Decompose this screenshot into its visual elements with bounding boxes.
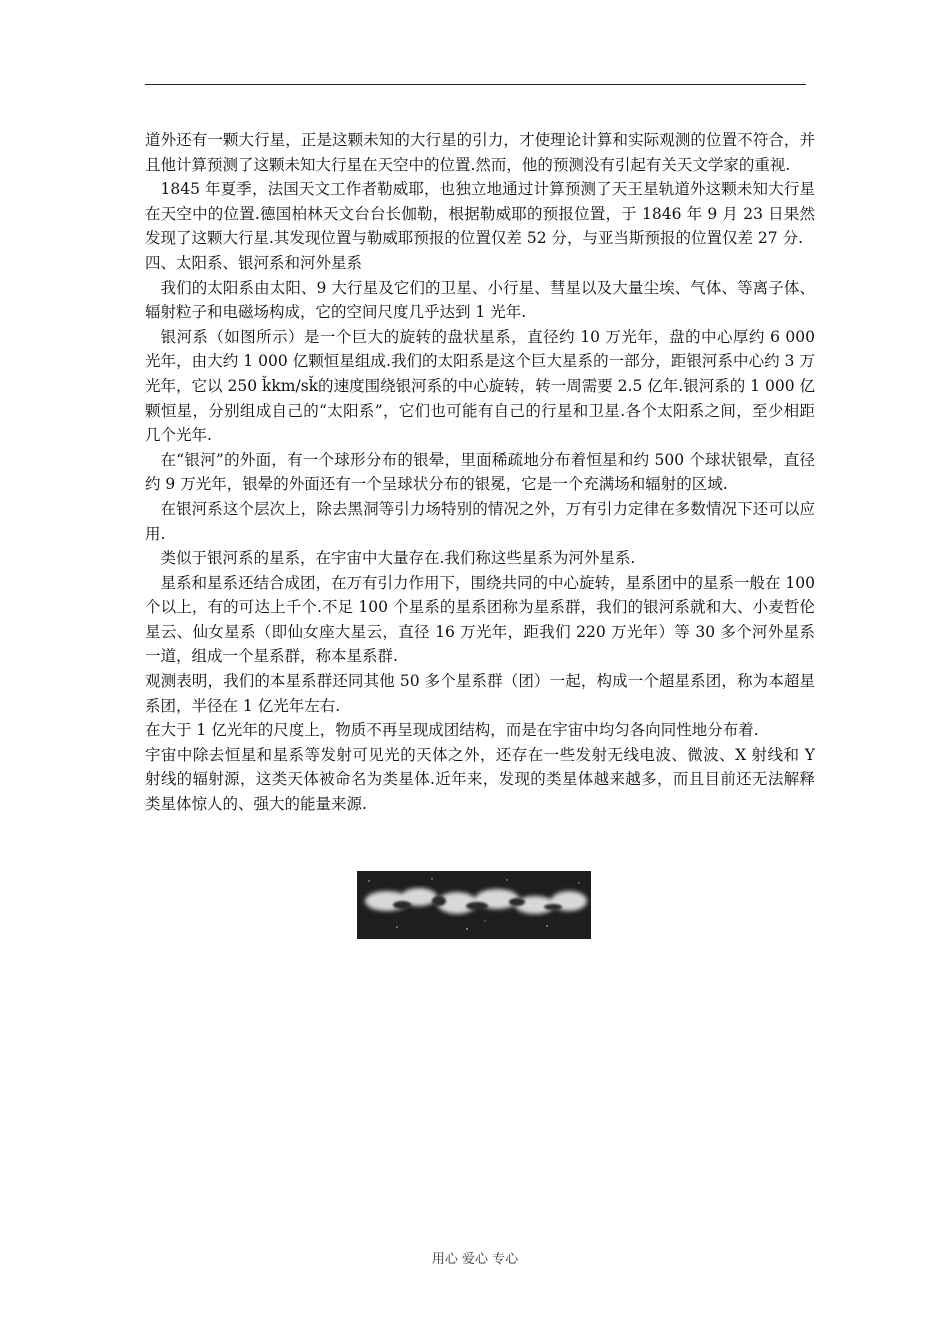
paragraph: 1845 年夏季，法国天文工作者勒威耶，也独立地通过计算预测了天王星轨道外这颗未知大行星在天空中的位置.德国柏林天文台台长伽勒，根据勒威耶的预报位置，于 1846 年 9 月 23 日果然发现了这颗大行星.其发现位置与勒威耶预报的位置仅差 52 分，与亚当斯预报的位置仅差 27 分. [145, 180, 815, 248]
paragraph: 宇宙中除去恒星和星系等发射可见光的天体之外，还存在一些发射无线电波、微波、X 射线和 Y 射线的辐射源，这类天体被命名为类星体.近年来，发现的类星体越来越多，而且目前还无法解释类星体惊人的、强大的能量来源. [145, 745, 815, 814]
paragraph: 银河系（如图所示）是一个巨大的旋转的盘状星系，直径约 10 万光年，盘的中心厚约 6 000 光年，由大约 1 000 亿颗恒星组成.我们的太阳系是这个巨大星系的一部分，距银河系中心约 3 万光年，它以 250 ǩkm/sǩ的速度围绕银河系的中心旋转，转一周需要 2.5 亿年.银河系的 1 000 亿颗恒星，分别组成自己的“太阳系”，它们也可能有自己的行星和卫星.各个太阳系之间，至少相距几个光年. [145, 327, 815, 445]
page-footer: 用心 爱心 专心 [431, 1252, 519, 1267]
paragraph: 观测表明，我们的本星系群还同其他 50 多个星系群（团）一起，构成一个超星系团，称为本超星系团，半径在 1 亿光年左右. [145, 672, 815, 715]
paragraph: 星系和星系还结合成团，在万有引力作用下，围绕共同的中心旋转，星系团中的星系一般在 100 个以上，有的可达上千个.不足 100 个星系的星系团称为星系群，我们的银河系就和大、小麦哲伦星云、仙女星系（即仙女座大星云，直径 16 万光年，距我们 220 万光年）等 30 多个河外星系一道，组成一个星系群，称本星系群. [145, 573, 816, 666]
section-heading: 四、太阳系、银河系和河外星系 [145, 253, 363, 272]
paragraph: 在银河系这个层次上，除去黑洞等引力场特别的情况之外，万有引力定律在多数情况下还可以应用. [145, 499, 815, 543]
milky-way-image [357, 871, 591, 939]
document-body [145, 128, 815, 817]
paragraph: 道外还有一颗大行星，正是这颗未知的大行星的引力，才使理论计算和实际观测的位置不符合，并且他计算预测了这颗未知大行星在天空中的位置.然而，他的预测没有引起有关天文学家的重视. [145, 131, 815, 174]
header-rule [145, 84, 806, 85]
paragraph: 在“银河”的外面，有一个球形分布的银晕，里面稀疏地分布着恒星和约 500 个球状银晕，直径约 9 万光年，银晕的外面还有一个呈球状分布的银冕，它是一个充满场和辐射的区域. [145, 450, 815, 494]
paragraph: 在大于 1 亿光年的尺度上，物质不再呈现成团结构，而是在宇宙中均匀各向同性地分布着. [145, 721, 759, 740]
paragraph: 我们的太阳系由太阳、9 大行星及它们的卫星、小行星、彗星以及大量尘埃、气体、等离子体、辐射粒子和电磁场构成，它的空间尺度几乎达到 1 光年. [145, 278, 815, 322]
paragraph: 类似于银河系的星系，在宇宙中大量存在.我们称这些星系为河外星系. [160, 549, 636, 568]
